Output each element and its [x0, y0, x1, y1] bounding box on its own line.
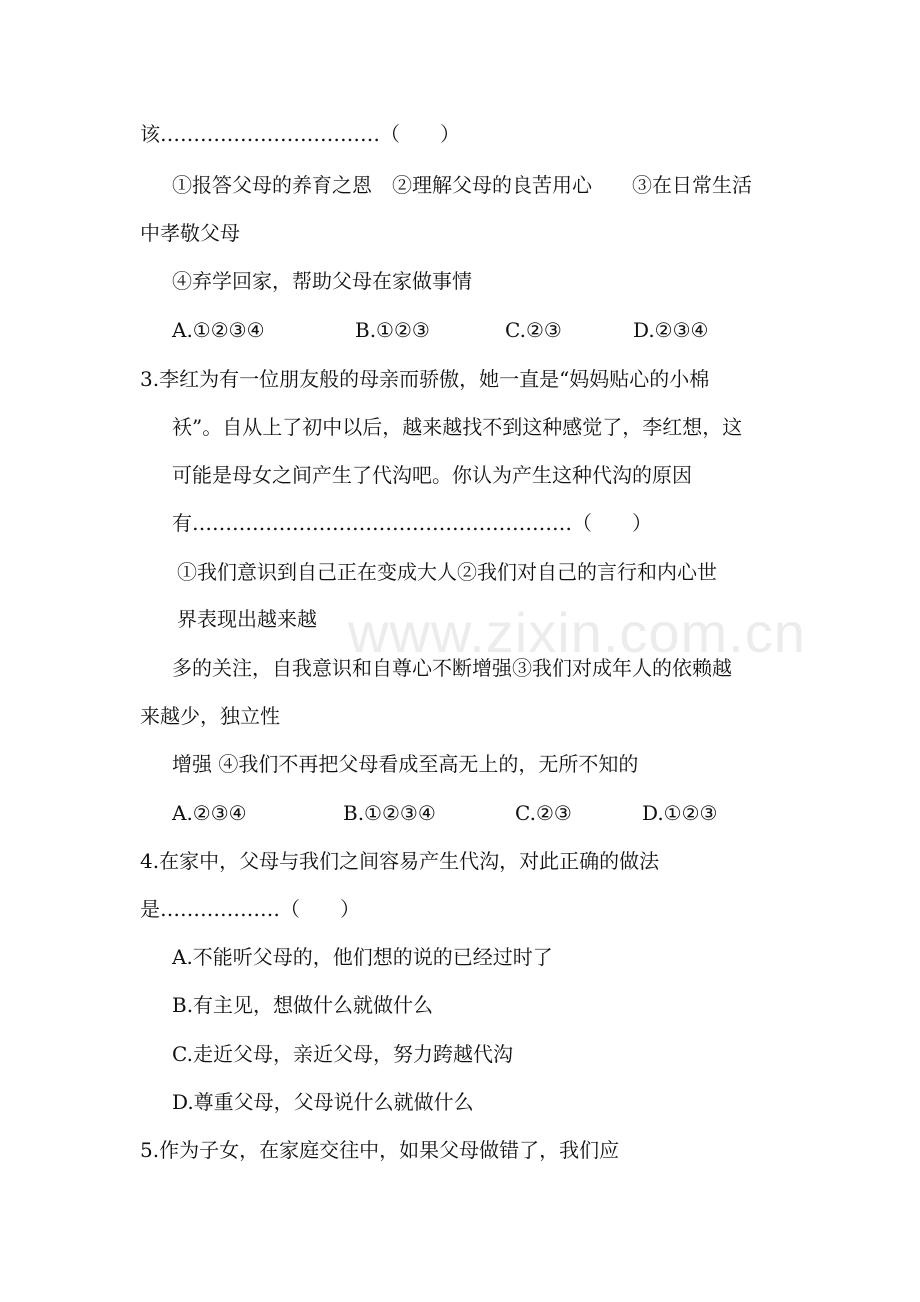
option-a: A.不能听父母的，他们想的说的已经过时了: [172, 945, 553, 969]
text-line: 多的关注，自我意识和自尊心不断增强③我们对成年人的依赖越: [172, 656, 732, 680]
option-b: B.①②③: [355, 318, 430, 342]
text-line: 袄”。自从上了初中以后，越来越找不到这种感觉了，李红想，这: [172, 415, 743, 439]
text-line: ①报答父母的养育之恩 ②理解父母的良苦用心 ③在日常生活: [172, 173, 752, 197]
option-d: D.尊重父母，父母说什么就做什么: [172, 1090, 474, 1114]
option-b: B.有主见，想做什么就做什么: [172, 993, 434, 1017]
text-line: 可能是母女之间产生了代沟吧。你认为产生这种代沟的原因: [172, 463, 692, 487]
option-c: C.走近父母，亲近父母，努力跨越代沟: [172, 1042, 513, 1066]
option-a: A.①②③④: [172, 318, 265, 342]
text-line: 中孝敬父母: [140, 221, 240, 245]
text-line: 该……………………………（ ）: [140, 122, 460, 146]
text-line: 增强 ④我们不再把父母看成至高无上的，无所不知的: [172, 752, 639, 776]
option-d: D.②③④: [633, 318, 709, 342]
text-line: 有…………………………………………………（ ）: [172, 511, 652, 535]
text-line: ①我们意识到自己正在变成大人②我们对自己的言行和内心世: [177, 560, 717, 584]
question-3: 3.李红为有一位朋友般的母亲而骄傲，她一直是“妈妈贴心的小棉: [140, 367, 710, 391]
option-d: D.①②③: [642, 801, 718, 825]
text-line: 来越少，独立性: [140, 704, 280, 728]
text-line: 是………………（ ）: [140, 897, 360, 921]
text-line: 界表现出越来越: [177, 607, 317, 631]
option-c: C.②③: [515, 801, 572, 825]
option-a: A.②③④: [172, 801, 247, 825]
watermark: www.zixin.com.cn: [348, 601, 806, 664]
option-c: C.②③: [505, 318, 562, 342]
question-4: 4.在家中，父母与我们之间容易产生代沟，对此正确的做法: [140, 849, 660, 873]
text-line: ④弃学回家，帮助父母在家做事情: [172, 269, 472, 293]
question-5: 5.作为子女，在家庭交往中，如果父母做错了，我们应: [140, 1138, 620, 1162]
option-b: B.①②③④: [343, 801, 436, 825]
